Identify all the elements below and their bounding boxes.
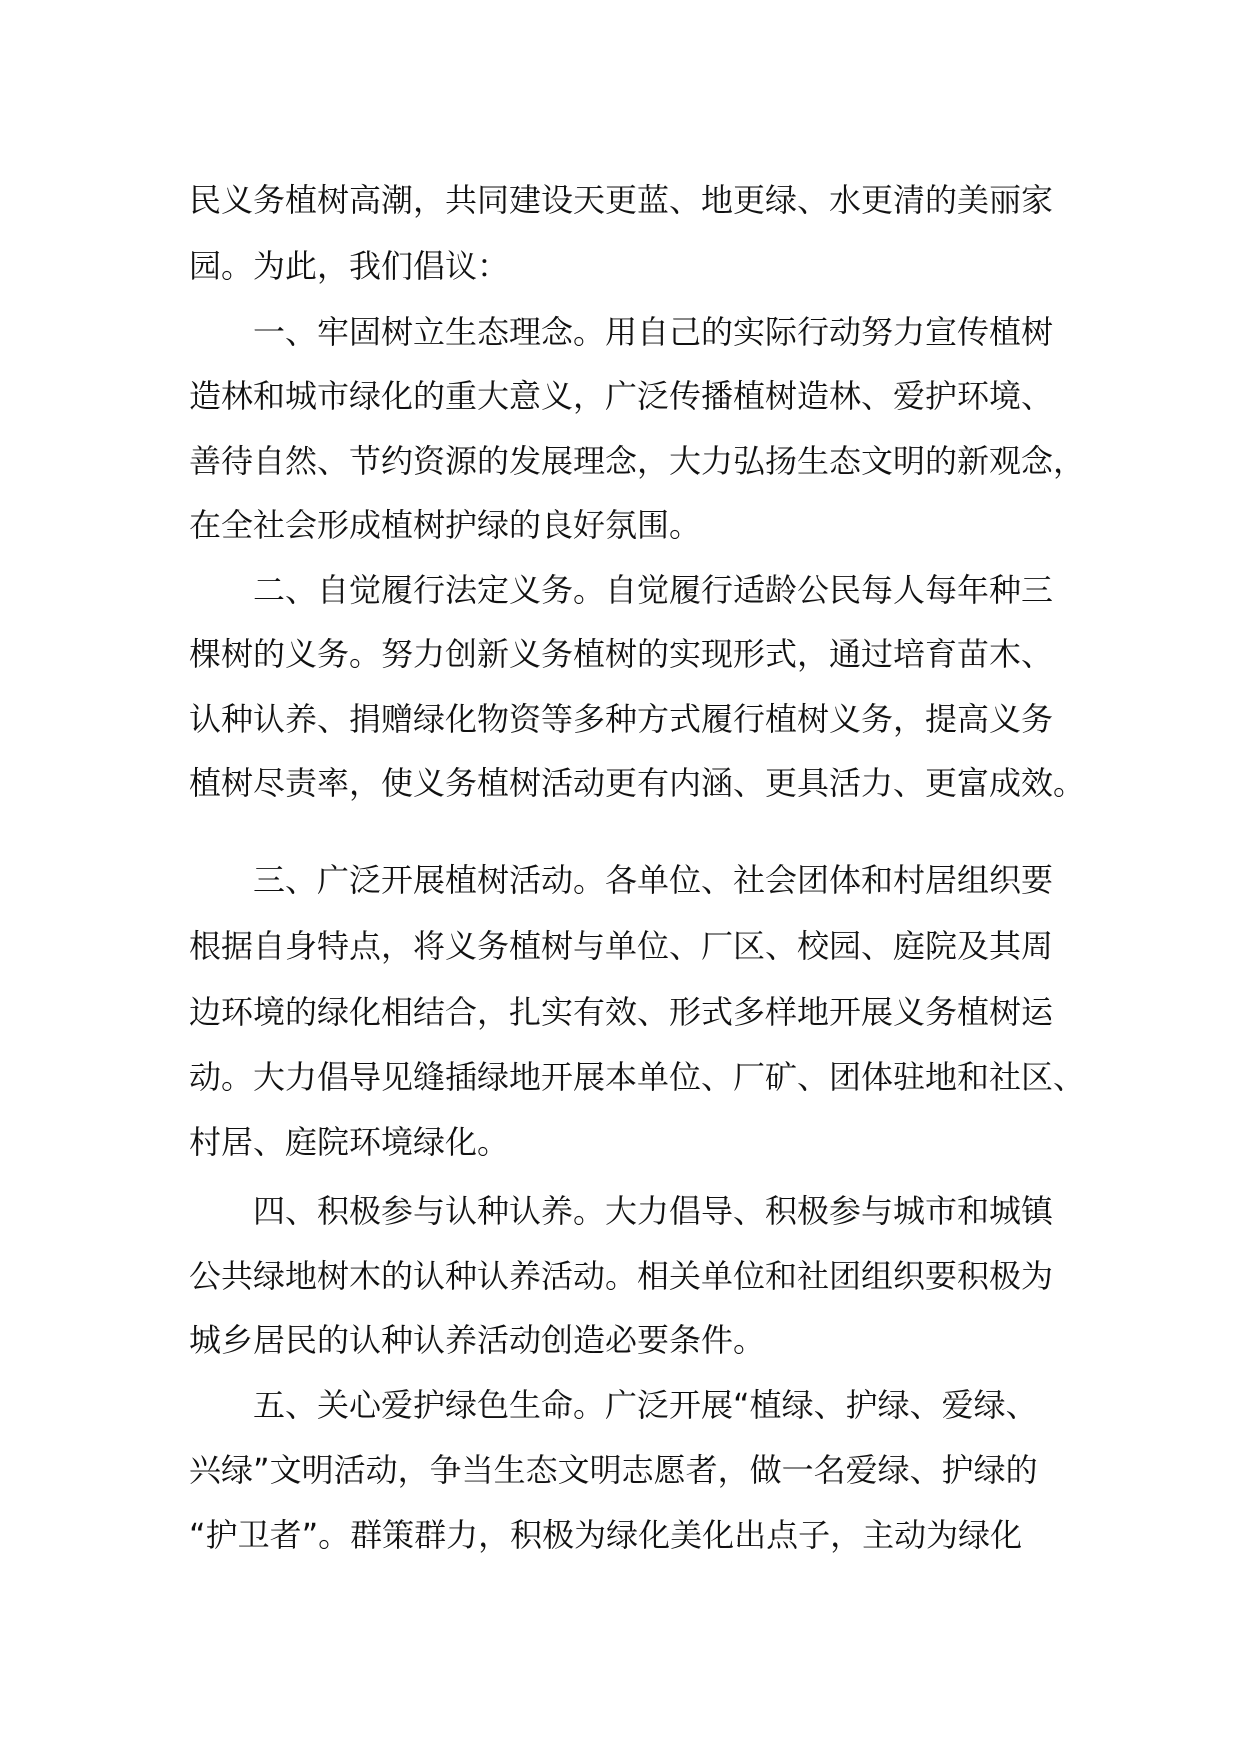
text-line: 认种认养、捐赠绿化物资等多种方式履行植树义务，提高义务 [189, 700, 1054, 738]
text-line: 一、牢固树立生态理念。用自己的实际行动努力宣传植树 [253, 313, 1054, 351]
text-line: 三、广泛开展植树活动。各单位、社会团体和村居组织要 [253, 861, 1054, 899]
text-line: 五、关心爱护绿色生命。广泛开展“植绿、护绿、爱绿、 [253, 1386, 1038, 1424]
text-line: 植树尽责率，使义务植树活动更有内涵、更具活力、更富成效。 [189, 764, 1086, 802]
text-line: 园。为此，我们倡议： [189, 247, 510, 285]
text-line: 四、积极参与认种认养。大力倡导、积极参与城市和城镇 [253, 1192, 1054, 1230]
text-line: 边环境的绿化相结合，扎实有效、形式多样地开展义务植树运 [189, 993, 1054, 1031]
text-line: 兴绿”文明活动，争当生态文明志愿者，做一名爱绿、护绿的 [189, 1451, 1038, 1489]
text-line: 村居、庭院环境绿化。 [189, 1123, 510, 1161]
text-line: 动。大力倡导见缝插绿地开展本单位、厂矿、团体驻地和社区、 [189, 1058, 1086, 1096]
text-line: 善待自然、节约资源的发展理念，大力弘扬生态文明的新观念， [189, 442, 1086, 480]
text-line: 在全社会形成植树护绿的良好氛围。 [189, 506, 702, 544]
text-line: 根据自身特点，将义务植树与单位、厂区、校园、庭院及其周 [189, 927, 1054, 965]
text-line: 城乡居民的认种认养活动创造必要条件。 [189, 1321, 766, 1359]
text-line: 民义务植树高潮，共同建设天更蓝、地更绿、水更清的美丽家 [189, 181, 1054, 219]
text-line: 公共绿地树木的认种认养活动。相关单位和社团组织要积极为 [189, 1257, 1054, 1295]
text-line: 造林和城市绿化的重大意义，广泛传播植树造林、爱护环境、 [189, 377, 1054, 415]
text-line: 棵树的义务。努力创新义务植树的实现形式，通过培育苗木、 [189, 635, 1054, 673]
text-line: “护卫者”。群策群力，积极为绿化美化出点子，主动为绿化 [189, 1516, 1023, 1554]
text-line: 二、自觉履行法定义务。自觉履行适龄公民每人每年种三 [253, 571, 1054, 609]
